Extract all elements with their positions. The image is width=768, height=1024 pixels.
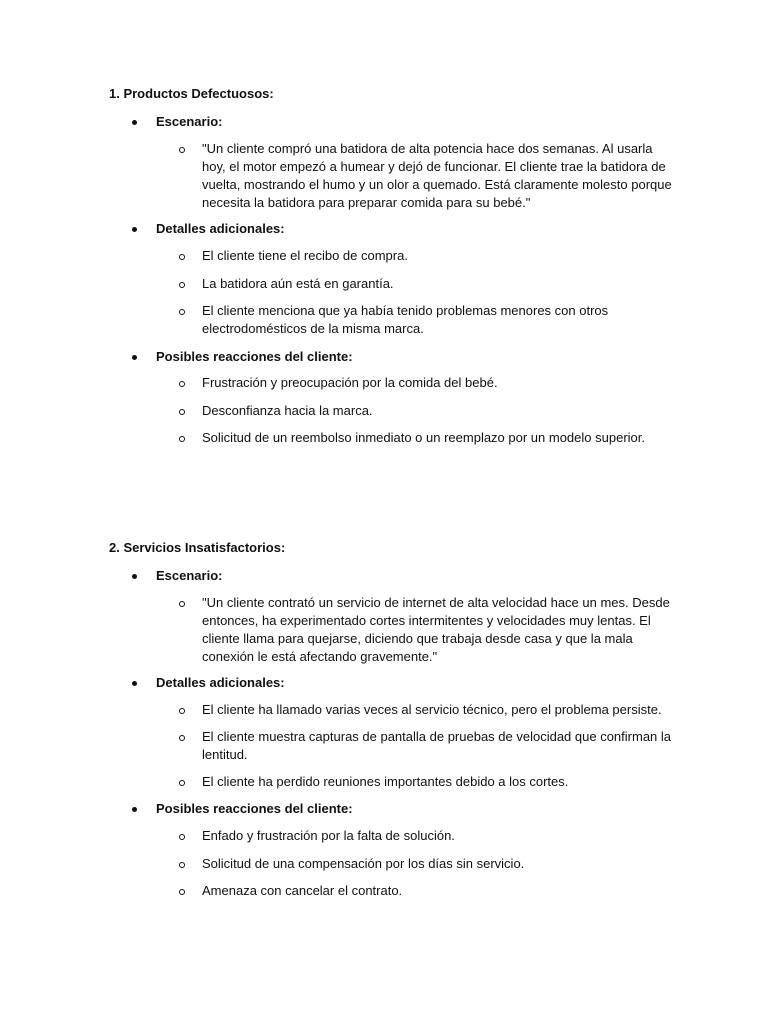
- bullet-dot: [132, 574, 137, 579]
- sub-bullet-circle: [179, 409, 185, 415]
- sub-bullet-circle: [179, 601, 185, 607]
- detalle-item: El cliente tiene el recibo de compra.: [202, 248, 408, 263]
- detalle-item: El cliente ha perdido reuniones importantes debido a los cortes.: [202, 774, 569, 789]
- escenario-label: Escenario:: [156, 114, 223, 129]
- sub-bullet-circle: [179, 780, 185, 786]
- detalle-item: La batidora aún está en garantía.: [202, 276, 394, 291]
- bullet-dot: [132, 807, 137, 812]
- reaccion-item: Enfado y frustración por la falta de solución.: [202, 828, 455, 843]
- sub-bullet-circle: [179, 147, 185, 153]
- reaccion-item: Frustración y preocupación por la comida del bebé.: [202, 375, 498, 390]
- section-title: 2. Servicios Insatisfactorios:: [109, 540, 286, 555]
- sub-bullet-circle: [179, 834, 185, 840]
- section-title: 1. Productos Defectuosos:: [109, 86, 274, 101]
- sub-bullet-circle: [179, 254, 185, 260]
- detalle-item: El cliente ha llamado varias veces al servicio técnico, pero el problema persiste.: [202, 702, 662, 717]
- escenario-text: "Un cliente contrató un servicio de internet de alta velocidad hace un mes. Desde entonces, ha experimentado cortes intermitentes y velocidades muy lentas. El cliente llama para quejarse, diciendo que trabaja desde casa y que la mala conexión le está afectando gravemente.": [202, 595, 670, 664]
- reacciones-label: Posibles reacciones del cliente:: [156, 349, 353, 364]
- sub-bullet-circle: [179, 381, 185, 387]
- detalle-item: El cliente muestra capturas de pantalla de pruebas de velocidad que confirman la lentitud.: [202, 729, 672, 762]
- detalles-label: Detalles adicionales:: [156, 675, 285, 690]
- bullet-dot: [132, 681, 137, 686]
- sub-bullet-circle: [179, 862, 185, 868]
- sub-bullet-circle: [179, 282, 185, 288]
- sub-bullet-circle: [179, 436, 185, 442]
- sub-bullet-circle: [179, 889, 185, 895]
- sub-bullet-circle: [179, 735, 185, 741]
- detalles-label: Detalles adicionales:: [156, 221, 285, 236]
- detalle-item: El cliente menciona que ya había tenido problemas menores con otros electrodomésticos de la misma marca.: [202, 303, 609, 336]
- reaccion-item: Amenaza con cancelar el contrato.: [202, 883, 403, 898]
- escenario-text: "Un cliente compró una batidora de alta potencia hace dos semanas. Al usarla hoy, el motor empezó a humear y dejó de funcionar. El cliente trae la batidora de vuelta, mostrando el humo y un olor a quemado. Está claramente molesto porque necesita la batidora para preparar comida para su bebé.": [202, 141, 672, 210]
- sub-bullet-circle: [179, 309, 185, 315]
- reaccion-item: Solicitud de una compensación por los días sin servicio.: [202, 856, 525, 871]
- bullet-dot: [132, 355, 137, 360]
- reaccion-item: Desconfianza hacia la marca.: [202, 403, 373, 418]
- reaccion-item: Solicitud de un reembolso inmediato o un reemplazo por un modelo superior.: [202, 430, 645, 445]
- sub-bullet-circle: [179, 708, 185, 714]
- reacciones-label: Posibles reacciones del cliente:: [156, 801, 353, 816]
- escenario-label: Escenario:: [156, 568, 223, 583]
- bullet-dot: [132, 120, 137, 125]
- bullet-dot: [132, 227, 137, 232]
